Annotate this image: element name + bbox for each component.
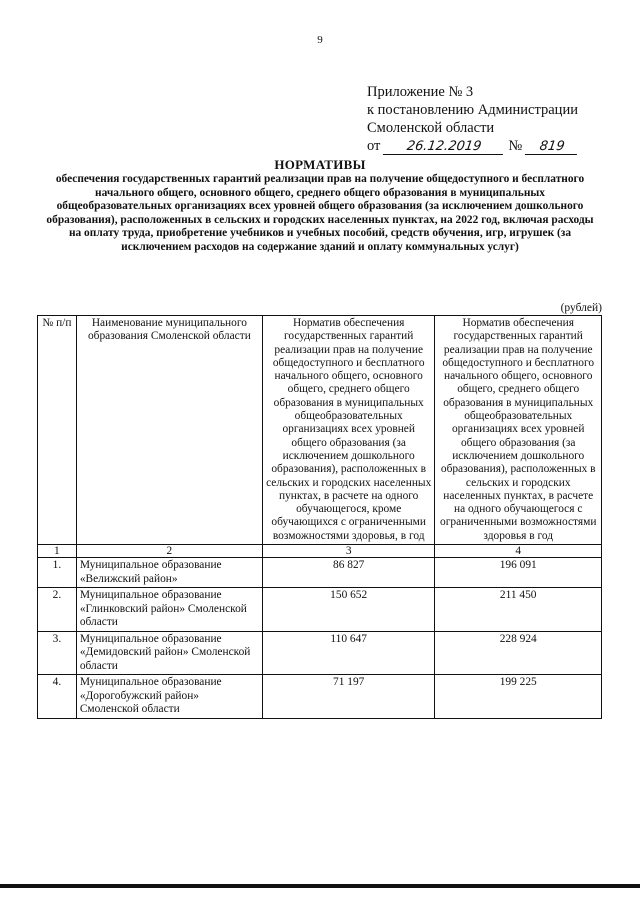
- table-row: [38, 631, 602, 675]
- table-row: [38, 588, 602, 632]
- appendix-block: [367, 83, 627, 155]
- row-municipality: Муниципальное образование «Велижский район»: [76, 558, 262, 588]
- title-main: НОРМАТИВЫ: [274, 157, 366, 172]
- decree-date-number-line: [367, 137, 627, 155]
- table-header-row: [38, 316, 602, 545]
- row-norm-disabled: 211 450: [435, 588, 602, 632]
- row-norm-general: 71 197: [262, 675, 434, 719]
- row-municipality: Муниципальное образование «Дорогобужский район» Смоленской области: [76, 675, 262, 719]
- from-label: от: [367, 138, 381, 154]
- table-row: [38, 675, 602, 719]
- header-norm-general: Норматив обеспечения государственных гарантий реализации прав на получение общедоступного и бесплатного начального общего, основного общего, среднего общего образования в муниципальных общеобразовательных организациях всех уровней общего образования (за исключением дошкольного образования), расположенных в сельских и городских населенных пунктах, в расчете на одного обучающегося, кроме обучающихся с ограниченными возможностями здоровья, в год: [262, 316, 434, 545]
- row-norm-general: 110 647: [262, 631, 434, 675]
- currency-unit: (рублей): [560, 302, 602, 314]
- column-numbers-row: [38, 545, 602, 558]
- page-number: 9: [317, 34, 323, 46]
- row-municipality: Муниципальное образование «Демидовский район» Смоленской области: [76, 631, 262, 675]
- appendix-line-3: Смоленской области: [367, 120, 495, 136]
- scan-bottom-edge: [0, 884, 640, 888]
- header-municipality: Наименование муниципального образования Смоленской области: [76, 316, 262, 545]
- row-norm-general: 86 827: [262, 558, 434, 588]
- row-index: 4.: [38, 675, 77, 719]
- table-row: [38, 558, 602, 588]
- column-number: 3: [262, 545, 434, 558]
- row-municipality: Муниципальное образование «Глинковский район» Смоленской области: [76, 588, 262, 632]
- document-title: [40, 157, 600, 255]
- row-index: 3.: [38, 631, 77, 675]
- column-number: 2: [76, 545, 262, 558]
- row-norm-general: 150 652: [262, 588, 434, 632]
- row-norm-disabled: 199 225: [435, 675, 602, 719]
- column-number: 1: [38, 545, 77, 558]
- handwritten-date: 26.12.2019: [383, 139, 505, 155]
- row-norm-disabled: 228 924: [435, 631, 602, 675]
- header-norm-disabled: Норматив обеспечения государственных гарантий реализации прав на получение общедоступного и бесплатного начального общего, основного общего, среднего общего образования в муниципальных общеобразовательных организациях всех уровней общего образования (за исключением дошкольного образования), расположенных в сельских и городских населенных пунктах, в расчете на одного обучающегося с ограниченными возможностями здоровья в год: [435, 316, 602, 545]
- title-subtitle: обеспечения государственных гарантий реализации прав на получение общедоступного и бесплатного начального общего, основного общего, среднего общего образования в муниципальных общеобразовательных организациях всех уровней общего образования (за исключением дошкольного образования), расположенных в сельских и городских населенных пунктах, на 2022 год, включая расходы на оплату труда, приобретение учебников и учебных пособий, средств обучения, игр, игрушек (за исключением расходов на содержание зданий и оплату коммунальных услуг): [46, 173, 594, 253]
- header-number: № п/п: [38, 316, 77, 545]
- appendix-line-2: к постановлению Администрации: [367, 102, 578, 118]
- row-norm-disabled: 196 091: [435, 558, 602, 588]
- row-index: 1.: [38, 558, 77, 588]
- norms-table: [37, 315, 602, 719]
- handwritten-number: 819: [525, 139, 579, 155]
- appendix-line-1: Приложение № 3: [367, 84, 474, 100]
- number-label: №: [508, 138, 523, 154]
- row-index: 2.: [38, 588, 77, 632]
- column-number: 4: [435, 545, 602, 558]
